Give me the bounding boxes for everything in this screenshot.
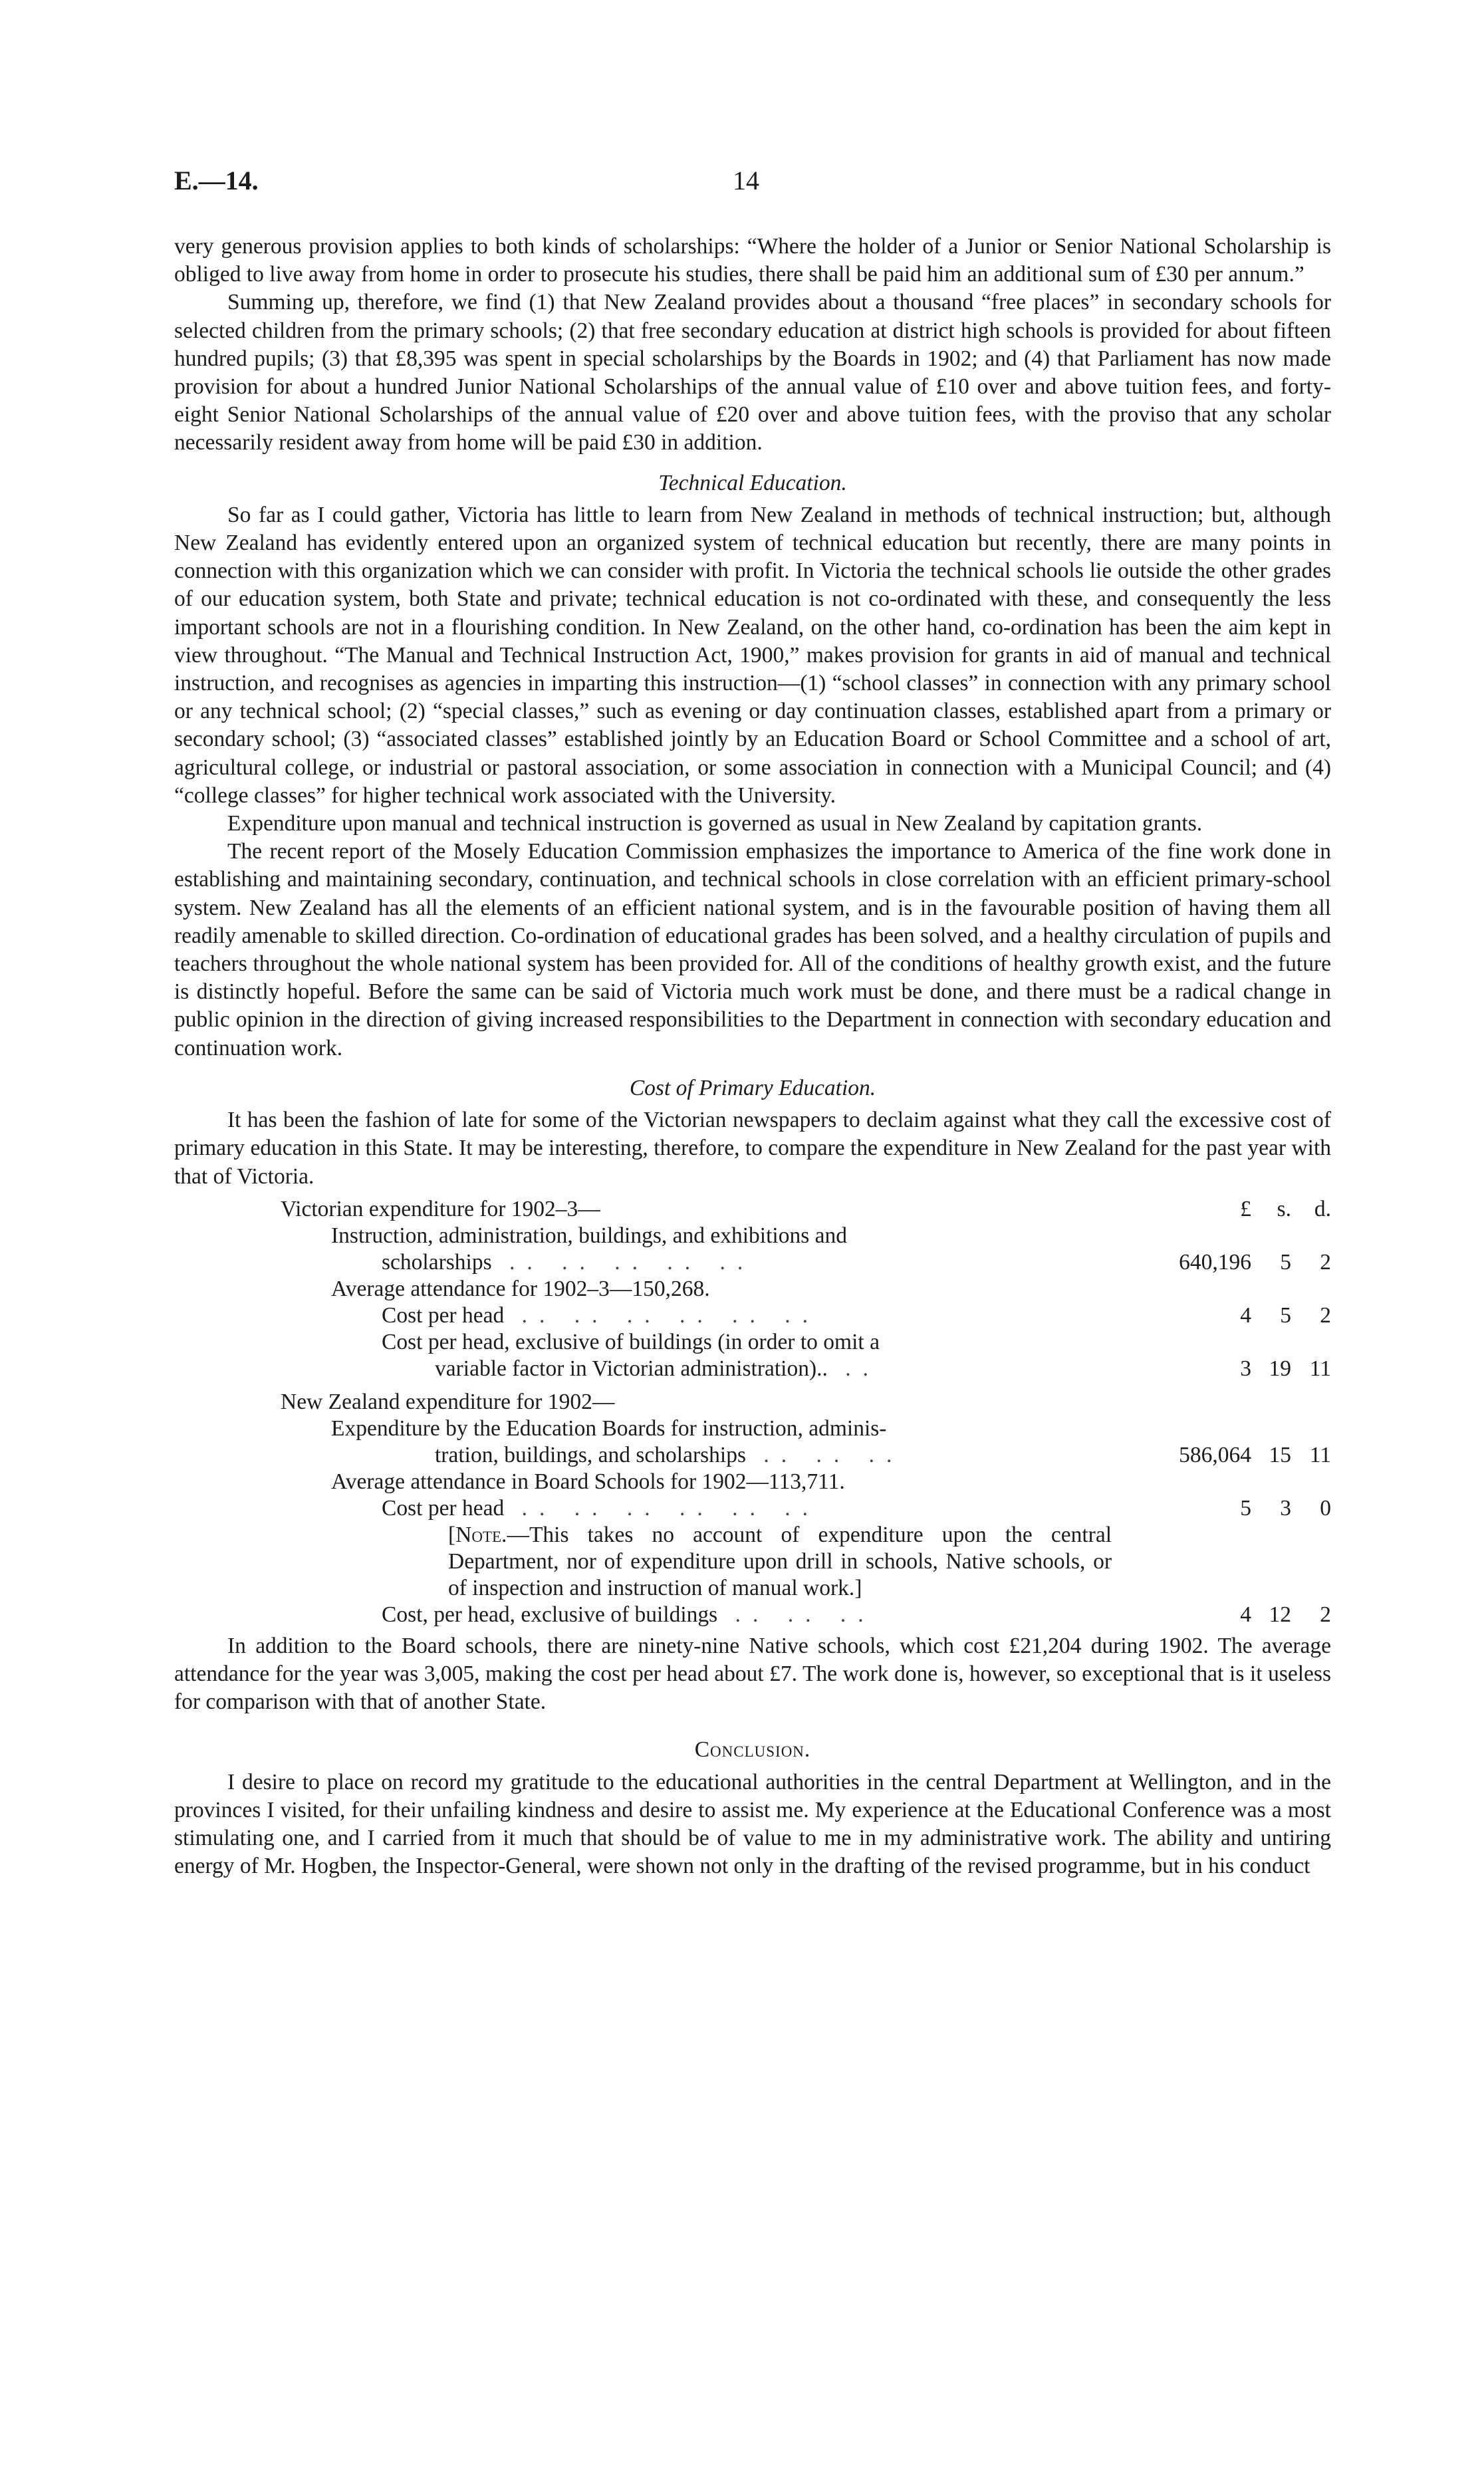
table-row: [174, 1223, 1331, 1249]
table-row: [174, 1302, 1331, 1329]
table-label: Cost per head .. .. .. .. .. ..: [382, 1495, 820, 1521]
paragraph: very generous provision applies to both kinds of scholarships: “Where the holder of a Junior or Senior National Scholarship is obliged to live away from home in order to prosecute his studies, there shall be paid him an additional sum of £30 per annum.”: [174, 234, 1331, 287]
table-label: Victorian expenditure for 1902–3—: [281, 1196, 600, 1221]
amount: 640,196 5 2: [1179, 1249, 1331, 1275]
amount: 5 3 0: [1240, 1495, 1331, 1521]
table-label: Cost, per head, exclusive of buildings .. .. ..: [382, 1602, 876, 1627]
paragraph: The recent report of the Mosely Education Commission emphasizes the importance to America of the fine work done in establishing and maintaining secondary, continuation, and technical schools in close correlation with an efficient primary-school system. New Zealand has all the elements of an efficient national system, and is in the favourable position of having them all readily amenable to skilled direction. Co-ordination of educational grades has been solved, and a healthy circulation of pupils and teachers throughout the whole national system has been provided for. All of the conditions of healthy growth exist, and the future is distinctly hopeful. Before the same can be said of Victoria much work must be done, and there must be a radical change in public opinion in the direction of giving increased responsibilities to the Department in connection with secondary education and continuation work.: [174, 839, 1331, 1060]
table-row: [174, 1602, 1331, 1628]
table-row: [174, 1416, 1331, 1442]
paragraph: Expenditure upon manual and technical instruction is governed as usual in New Zealand by capitation grants.: [227, 811, 1203, 836]
amount: 4 5 2: [1240, 1302, 1331, 1328]
currency-header: £ s. d.: [1240, 1196, 1331, 1221]
table-label: Cost per head, exclusive of buildings (in order to omit a: [382, 1329, 880, 1354]
table-label: scholarships .. .. .. .. ..: [382, 1249, 755, 1275]
table-label: tration, buildings, and scholarships .. .. ..: [435, 1442, 904, 1467]
amount: 4 12 2: [1240, 1602, 1331, 1627]
table-label: New Zealand expenditure for 1902—: [281, 1389, 615, 1414]
table-label: Cost per head .. .. .. .. .. ..: [382, 1302, 820, 1328]
table-label: Average attendance in Board Schools for 1902—113,711.: [331, 1469, 845, 1494]
table-label: Instruction, administration, buildings, and exhibitions and: [331, 1223, 847, 1248]
table-row: [174, 1495, 1331, 1522]
table-row: [174, 1442, 1331, 1469]
paragraph: In addition to the Board schools, there are ninety-nine Native schools, which cost £21,204 during 1902. The average attendance for the year was 3,005, making the cost per head about £7. The work done is, however, so exceptional that is it useless for comparison with that of another State.: [174, 1633, 1331, 1715]
table-row: [174, 1389, 1331, 1416]
document-body: [174, 233, 1331, 1880]
amount: 3 19 11: [1240, 1356, 1331, 1381]
paragraph: I desire to place on record my gratitude to the educational authorities in the central Department at Wellington, and in the provinces I visited, for their unfailing kindness and desire to assist me. My experience at the Educational Conference was a most stimulating one, and I carried from it much that should be of value to me in my administrative work. The ability and untiring energy of Mr. Hogben, the Inspector-General, were shown not only in the drafting of the revised programme, but in his conduct: [174, 1769, 1331, 1879]
table-row: [174, 1469, 1331, 1495]
table-row: [174, 1249, 1331, 1276]
table-row: [174, 1329, 1331, 1356]
section-heading-cost: Cost of Primary Education.: [629, 1075, 876, 1100]
amount: 586,064 15 11: [1179, 1442, 1331, 1467]
expenditure-table: [174, 1196, 1331, 1628]
table-row: [174, 1196, 1331, 1223]
document-reference: E.—14.: [174, 166, 259, 195]
section-heading-technical: Technical Education.: [658, 470, 847, 495]
section-heading-conclusion: Conclusion.: [694, 1737, 811, 1763]
table-label: Average attendance for 1902–3—150,268.: [331, 1276, 710, 1301]
paragraph: It has been the fashion of late for some of the Victorian newspapers to declaim against what they call the excessive cost of primary education in this State. It may be interesting, therefore, to compare the expenditure in New Zealand for the past year with that of Victoria.: [174, 1108, 1331, 1189]
table-label: Expenditure by the Education Boards for instruction, adminis-: [331, 1416, 887, 1441]
table-note: [Note.—This takes no account of expenditure upon the central Department, nor of expenditure upon drill in schools, Native schools, or of inspection and instruction of manual work.]: [448, 1522, 1112, 1600]
paragraph: So far as I could gather, Victoria has little to learn from New Zealand in methods of technical instruction; but, although New Zealand has evidently entered upon an organized system of technical education but recently, there are many points in connection with this organization which we can consider with profit. In Victoria the technical schools lie outside the other grades of our education system, both State and private; technical education is not co-ordinated with these, and consequently the less important schools are not in a flourishing condition. In New Zealand, on the other hand, co-ordination has been the aim kept in view throughout. “The Manual and Technical Instruction Act, 1900,” makes provision for grants in aid of manual and technical instruction, and recognises as agencies in imparting this instruction—(1) “school classes” in connection with any primary school or any technical school; (2) “special classes,” such as evening or day continuation classes, established apart from a primary or secondary school; (3) “associated classes” established jointly by an Education Board or School Committee and a school of art, agricultural college, or industrial or pastoral association, or some association in connection with a Municipal Council; and (4) “college classes” for higher technical work associated with the University.: [174, 502, 1331, 808]
page-header: [174, 165, 1331, 205]
table-row: [174, 1276, 1331, 1302]
page-number: 14: [733, 166, 759, 195]
table-label: variable factor in Victorian administration).. ..: [435, 1356, 880, 1381]
paragraph: Summing up, therefore, we find (1) that New Zealand provides about a thousand “free places” in secondary schools for selected children from the primary schools; (2) that free secondary education at district high schools is provided for about fifteen hundred pupils; (3) that £8,395 was spent in special scholarships by the Boards in 1902; and (4) that Parliament has now made provision for about a hundred Junior National Scholarships of the annual value of £10 over and above tuition fees, and forty-eight Senior National Scholarships of the annual value of £20 over and above tuition fees, with the proviso that any scholar necessarily resident away from home will be paid £30 in addition.: [174, 290, 1331, 455]
table-row: [174, 1356, 1331, 1382]
